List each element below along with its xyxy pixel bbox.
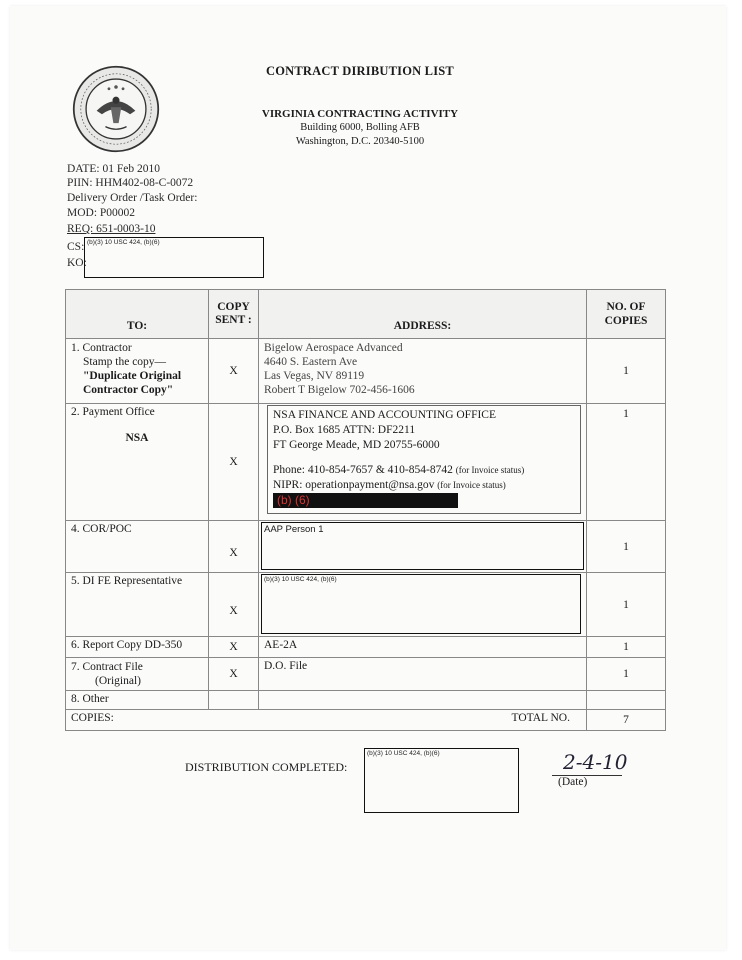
copies-count: 1 xyxy=(587,339,666,404)
redaction-box: (b)(3) 10 USC 424, (b)(6) xyxy=(261,574,581,634)
table-row xyxy=(66,339,666,404)
header-copy-sent: COPY SENT : xyxy=(209,290,259,339)
header-no-of-copies: NO. OF COPIES xyxy=(587,290,666,339)
piin-field: PIIN: HHM402-08-C-0072 xyxy=(67,177,194,189)
redaction-bar: (b) (6) xyxy=(273,493,458,508)
cs-redaction-text: (b)(3) 10 USC 424, (b)(6) xyxy=(87,239,160,246)
footer-cell xyxy=(66,710,587,731)
row-address xyxy=(259,521,587,573)
copies-count: 1 xyxy=(587,404,666,521)
header-to: TO: xyxy=(66,290,209,339)
req-field: REQ: 651-0003-10 xyxy=(67,223,156,235)
row-to: 6. Report Copy DD-350 xyxy=(66,637,209,658)
document-title: CONTRACT DIRIBUTION LIST xyxy=(266,64,454,78)
table-row xyxy=(66,637,666,658)
table-row xyxy=(66,691,666,710)
copy-sent-mark: X xyxy=(209,339,259,404)
copies-count: 1 xyxy=(587,521,666,573)
organization-address-line2: Washington, D.C. 20340-5100 xyxy=(295,136,425,147)
row-address xyxy=(259,573,587,637)
copy-sent-mark: X xyxy=(209,573,259,637)
copies-count: 1 xyxy=(587,658,666,691)
distribution-table xyxy=(65,289,666,731)
row-address: AE-2A xyxy=(259,637,587,658)
copy-sent-mark: X xyxy=(209,521,259,573)
signature-redaction-text: (b)(3) 10 USC 424, (b)(6) xyxy=(367,750,440,757)
ko-label: KO: xyxy=(67,257,87,269)
table-row xyxy=(66,521,666,573)
row-to: 4. COR/POC xyxy=(66,521,209,573)
cs-label: CS: xyxy=(67,241,85,253)
row-address xyxy=(259,404,587,521)
total-copies: 7 xyxy=(587,710,666,731)
table-row xyxy=(66,404,666,521)
copy-sent-mark: X xyxy=(209,404,259,521)
row-to: 8. Other xyxy=(66,691,209,710)
copies-label: COPIES: xyxy=(71,712,114,724)
date-label: (Date) xyxy=(558,776,588,788)
distribution-completed-label: DISTRIBUTION COMPLETED: xyxy=(185,760,348,774)
table-header-row xyxy=(66,290,666,339)
organization-name: VIRGINIA CONTRACTING ACTIVITY xyxy=(261,108,459,120)
copies-count xyxy=(587,691,666,710)
copy-sent-mark: X xyxy=(209,658,259,691)
organization-address-line1: Building 6000, Bolling AFB xyxy=(300,122,420,133)
table-footer-row xyxy=(66,710,666,731)
copy-sent-mark: X xyxy=(209,637,259,658)
row-to: 2. Payment Office NSA xyxy=(66,404,209,521)
document-page xyxy=(10,6,726,950)
mod-field: MOD: P00002 xyxy=(67,207,136,219)
row-address xyxy=(259,691,587,710)
row-address: Bigelow Aerospace Advanced 4640 S. Eastern Ave Las Vegas, NV 89119 Robert T Bigelow 702-456-1606 xyxy=(259,339,587,404)
table-row xyxy=(66,573,666,637)
nipr-email: NIPR: operationpayment@nsa.gov xyxy=(273,479,435,491)
header-address: ADDRESS: xyxy=(259,290,587,339)
row-to: 1. Contractor Stamp the copy— "Duplicate Original Contractor Copy" xyxy=(66,339,209,404)
copies-count: 1 xyxy=(587,573,666,637)
copy-sent-mark xyxy=(209,691,259,710)
copies-count: 1 xyxy=(587,637,666,658)
date-field: DATE: 01 Feb 2010 xyxy=(67,163,160,175)
row-to: 7. Contract File (Original) xyxy=(66,658,209,691)
row-address: D.O. File xyxy=(259,658,587,691)
handwritten-date: 2-4-10 xyxy=(563,750,628,774)
total-label: TOTAL NO. xyxy=(511,712,570,724)
row-to: 5. DI FE Representative xyxy=(66,573,209,637)
cor-poc-box: AAP Person 1 xyxy=(261,522,584,570)
cs-ko-redaction-box xyxy=(84,237,264,278)
nsa-address-box: NSA FINANCE AND ACCOUNTING OFFICE P.O. Box 1685 ATTN: DF2211 FT George Meade, MD 20755-6000 Phone: 410-854-7657 & 410-854-8742 (for Invoice status) NIPR: operationpayment@nsa.gov (for Invoice status) (b) (6) xyxy=(267,405,581,514)
dod-seal-icon xyxy=(72,65,160,153)
signature-redaction-box xyxy=(364,748,519,813)
table-row xyxy=(66,658,666,691)
delivery-order-field: Delivery Order /Task Order: xyxy=(67,192,198,204)
